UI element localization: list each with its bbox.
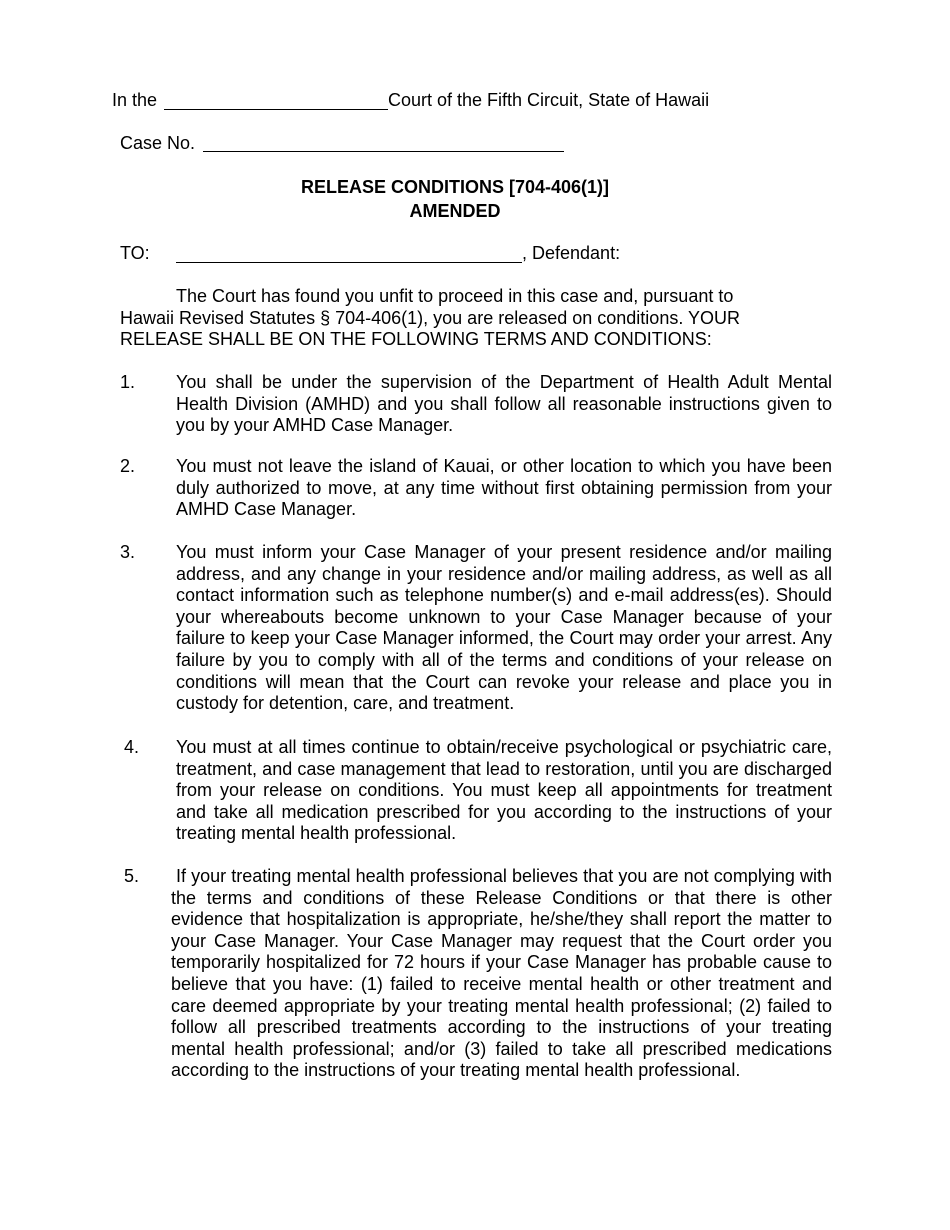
in-the-label: In the [112, 90, 158, 110]
condition-number: 3. [120, 542, 136, 562]
condition-text: You must inform your Case Manager of your present residence and/or mailing address, and any change in your residence and/or mailing address, as well as all contact information such as telephone number(s) and e-mail address(es). Should your whereabouts become unknown to your Case Manager because of your failure to keep your Case Manager informed, the Court may order your arrest. Any failure by you to comply with all of the terms and conditions of your release on conditions will mean that the Court can revoke your release and place you in custody for detention, care, and treatment. [176, 542, 832, 714]
condition-number: 1. [120, 372, 136, 392]
case-no-label: Case No. [120, 133, 196, 153]
condition-text: You shall be under the supervision of the Department of Health Adult Mental Health Division (AMHD) and you shall follow all reasonable instructions given to you by your AMHD Case Manager. [176, 372, 832, 436]
document-subtitle: AMENDED [409, 201, 501, 221]
document-title: RELEASE CONDITIONS [704-406(1)] [300, 177, 610, 197]
defendant-name-blank[interactable] [176, 262, 522, 263]
court-label: Court of the Fifth Circuit, State of Hawaii [388, 90, 710, 110]
court-name-blank[interactable] [164, 109, 388, 110]
condition-text: You must not leave the island of Kauai, or other location to which you have been duly authorized to move, at any time without first obtaining permission from your AMHD Case Manager. [176, 456, 832, 520]
defendant-label: , Defendant: [522, 243, 621, 263]
condition-text: If your treating mental health professional believes that you are not complying with the terms and conditions of these Release Conditions or that there is other evidence that hospitalization is appropriate, he/she/they shall report the matter to your Case Manager. Your Case Manager may request that the Court order you temporarily hospitalized for 72 hours if your Case Manager has probable cause to believe that you have: (1) failed to receive mental health or other treatment and care deemed appropriate by your treating mental health professional; (2) failed to follow all prescribed treatments according to the instructions of your treating mental health professional; and/or (3) failed to take all prescribed medications according to the instructions of your treating mental health professional. [171, 866, 832, 1081]
condition-number: 5. [124, 866, 140, 886]
to-label: TO: [120, 243, 150, 263]
condition-number: 2. [120, 456, 136, 476]
case-no-blank[interactable] [203, 151, 564, 152]
intro-paragraph: The Court has found you unfit to proceed in this case and, pursuant to Hawaii Revised Statutes § 704-406(1), you are released on conditions. YOUR RELEASE SHALL BE ON THE FOLLOWING TERMS AND CONDITIONS: [120, 286, 741, 350]
condition-number: 4. [124, 737, 140, 757]
condition-text: You must at all times continue to obtain/receive psychological or psychiatric care, treatment, and case management that lead to restoration, until you are discharged from your release on conditions. You must keep all appointments for treatment and take all medication prescribed for you according to the instructions of your treating mental health professional. [176, 737, 832, 844]
